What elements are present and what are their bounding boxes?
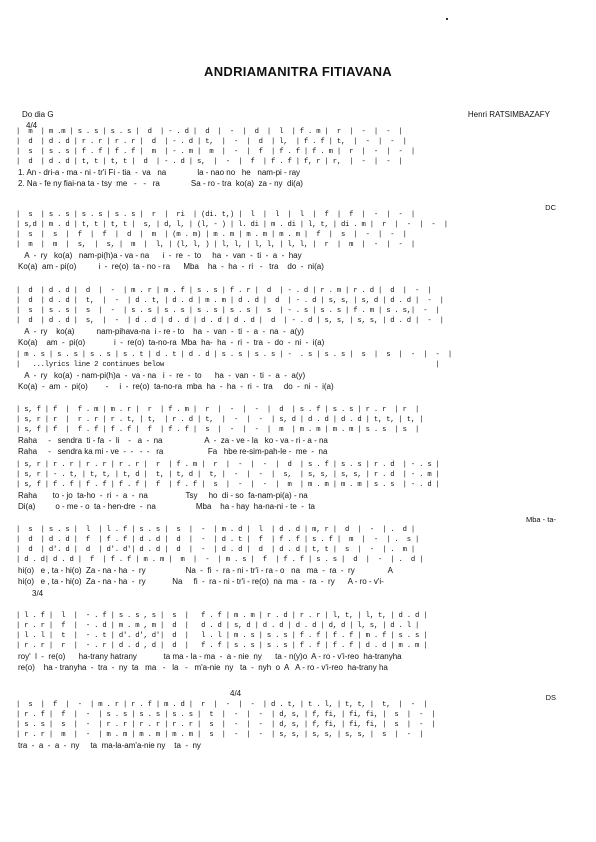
lyric-line: re(o) ha - tranyha - tra - ny ta ma - la - m'a-nie ny ta - nyh o A A - ro - v'i-reo ha-trany ha xyxy=(18,663,388,672)
solfa-row: | s, r | r . r | r . r | r . r | r | f . m | r | - | - | d | s . f | s . s | r . d | - . s | xyxy=(16,461,440,469)
score-mark: DS xyxy=(545,693,556,702)
solfa-row: | m . s | s . s | s . s | s . t | d . t | d . d | s . s | s . s | - . s | s . s | s | s | - | - | xyxy=(16,351,452,359)
solfa-row: | l . l | t | - . t | d'. d', d'| d | l . l | m . s | s . s | f . f | f . f | m . f | s . s | xyxy=(16,632,428,640)
score-mark: Mba - ta- xyxy=(525,515,556,524)
lyric-line: hi(o) e , ta - hi(o) Za - na - ha - ry Na - fi - ra - ni - tr'i - ra - o na ma - ra - ry A xyxy=(18,566,393,575)
lyric-line: roy' l - re(o) ha-trany hatrany ta ma - la - ma - a - nie ny ta - n(y)o A - ro - v'i-reo ha-tranyha xyxy=(18,652,402,661)
lyric-line: Ko(a) - am - pi(o) - i - re(o) ta-no-ra mba ha - ha - ri - tra do - ni - i(a) xyxy=(18,382,334,391)
solfa-row: | d | d . d | t, | - | d . t, | d . d | m . m | d . d | d | - . d | s, s, | s, d | d . d | - | xyxy=(16,297,444,305)
lyric-line: 2. Na - fe ny fiai-na ta - tsy me - - ra Sa - ro - tra ko(a) za - ny di(a) xyxy=(18,179,303,188)
lyric-line: A - ry ko(a) nam-pihava-na i - re - to ha - van - ti - a - na - a(y) xyxy=(18,327,304,336)
solfa-row: | r . f | f | - | s . s | s . s | s . s | t | - | - | d, s, | f, fi, | fi, fi, | s | - | xyxy=(16,711,436,719)
solfa-row: | s, f | f | f . m | m . r | r | f . m | r | - | - | d | s . f | s . s | r . r | r | xyxy=(16,406,420,414)
song-title: ANDRIAMANITRA FITIAVANA xyxy=(204,64,392,79)
key-signature: Do dia G xyxy=(22,110,54,119)
solfa-row: | s | s . s | l | l . f | s . s | s | - | m . d | l | d . d | m, r | d | - | . d | xyxy=(16,526,415,534)
solfa-row: | m | m | s, | s, | m | l, | (l, l, ) | l, l, | l, l, | l, l, | r | m | - | - | xyxy=(16,241,415,249)
solfa-row: | s,d | m . d | t, t | t, t | s, | d, l, | (l, - ) | l. di | m . di | l, t, | di . m | r | - | - | xyxy=(16,221,448,229)
lyric-line: A - ry ko(a) - nam-pi(h)a - va - na i - re - to ha - van - ti - a - a(y) xyxy=(18,371,306,380)
lyric-line: Raha - sendra ti - fa - li - a - na A - za - ve - la ko - va - ri - a - na xyxy=(18,436,328,445)
solfa-row: | s . s | s | - | r . r | r . r | r . r | s | - | - | d, s, | f, fi, | fi, fi, | s | - | xyxy=(16,721,436,729)
solfa-row: | d | d'. d | d | d'. d'| d . d | d | - | d . d | d | d . d | t, t | s | - | . m | xyxy=(16,546,415,554)
solfa-row: | d | d . d | t, t | t, t | d | - . d | s, | - | f | f . f | f, r | r, | - | - | xyxy=(16,158,403,166)
lyric-line: A - ry ko(a) nam-pi(h)a - va - na i - re - to ha - van - ti - a - hay xyxy=(18,251,302,260)
lyric-line: tra - a - a - ny ta ma-la-am'a-nie ny ta - ny xyxy=(18,741,201,750)
solfa-row: | d | d . d | r . r | r . r | d | - . d | t, | - | d | l, | f . f | t, | - | - | xyxy=(16,138,407,146)
solfa-row: | r . r | r | - . r | d . d , d | d | f . f | s . s | s . s | f . f | f . f | d . d | m . m | xyxy=(16,642,428,650)
solfa-row: | s, f | f | f . f | f . f | f | f . f | s | - | - | m | m . m | m . m | s . s | s | xyxy=(16,426,420,434)
lyric-line: hi(o) e , ta - hi(o) Za - na - ha - ry Na fi - ra - ni - tr'i - re(o) na ma - ra - ry A - ro - v'i- xyxy=(18,577,384,586)
solfa-row: | d | d . d | s, | - | d . d | d . d | d . d | d . d | d | - . d | s, s, | s, s, | d . d | - | xyxy=(16,317,444,325)
lyric-line: Raha to - jo ta-ho - ri - a - na Tsy ho di - so fa-nam-pi(a) - na xyxy=(18,491,308,500)
meter-change: 4/4 xyxy=(230,689,242,698)
scan-speck xyxy=(446,18,448,20)
solfa-row: | l . f | l | - . f | s . s , s | s | f . f | m . m | r . d | r . r | l, t, | l, t, | d . d | xyxy=(16,612,428,620)
composer-name: Henri RATSIMBAZAFY xyxy=(467,110,550,119)
solfa-row: | s | s . s | f . f | f . f | m | - . m | m | - | f | f . f | f . m | r | - | - | xyxy=(16,148,415,156)
lyric-line: Di(a) o - me - o ta - hen-dre - na Mba ha - hay ha-na-ni - te - ta xyxy=(18,502,315,511)
lyric-line: Raha - sendra ka mi - ve - - - - ra Fa hbe re-sim-pah-le - me - na xyxy=(18,447,328,456)
solfa-row: | s, r | - . t, | t, t, | t, d | t, | t, d | t, | - | - | s, | s, s, | s, s, | r . d | - . m | xyxy=(16,471,440,479)
solfa-row: | s, r | r | r . r | r . t, | t, | r . d | t, | - | - | s, d | d . d | d . d | t, t, | t, | xyxy=(16,416,424,424)
solfa-row: | ...lyrics line 2 continues below | xyxy=(16,361,440,369)
score-mark: DC xyxy=(545,203,556,212)
solfa-row: | s | s . s | s . s | s . s | r | ri | (di. t,) | l | l | l | f | f | - | - | xyxy=(16,211,415,219)
solfa-row: | d | d . d | d | - | m . r | m . f | s . s | f . r | d | - . d | r . m | r . d | d | - | xyxy=(16,287,432,295)
solfa-row: | d | d . d | f | f . f | d . d | d | - | d . t | f | f . f | s . f | m | - | . s | xyxy=(16,536,420,544)
solfa-row: | s | s . s | s | - | s . s | s . s | s . s | s . s | s | - . s | s . s | f . m | s . s,| - | xyxy=(16,307,440,315)
solfa-row: | r . r | m | - | m . m | m . m | m . m | s | - | - | s, s, | s, s, | s, s, | s | - | xyxy=(16,731,424,739)
meter-change: 3/4 xyxy=(32,589,44,598)
solfa-row: | s | f | - | m . r | r . f | m . d | r | - | - | d . t, | t . l, | t, t, | t, | - | xyxy=(16,701,428,709)
lyric-line: Ko(a) am - pi(o) i - re(o) ta-no-ra Mba ha- ha - ri - tra - do - ni - i(a) xyxy=(18,338,325,347)
lyric-line: 1. An - dri-a - ma - ni - tr'i Fi - tia - va na la - nao no he nam-pi - ray xyxy=(18,168,301,177)
meter-start: 4/4 xyxy=(26,121,38,130)
solfa-row: | s | s | f | f | d | m | (m . m) | m . m | m . m | m . m | f | s | - | - | xyxy=(16,231,407,239)
solfa-row: | s, f | f . f | f . f | f . f | f | f . f | s | - | - | m | m . m | m . m | s . s | - . d | xyxy=(16,481,440,489)
solfa-row: | d . d| d . d | f | f . f | m . m | m | - | m . s | f | f . f | s . s | d | - | . d | xyxy=(16,556,424,564)
solfa-row: | m | m .m | s . s | s . s | d | - . d | d | - | d | l | f . m | r | - | - | xyxy=(16,128,403,136)
lyric-line: Ko(a) am - pi(o) i - re(o) ta - no - ra Mba ha - ha - ri - tra do - ni(a) xyxy=(18,262,324,271)
solfa-row: | r . r | f | - . d | m . m , m | d | d . d | s, d | d . d | d . d | d, d | l, s, | d . l | xyxy=(16,622,420,630)
